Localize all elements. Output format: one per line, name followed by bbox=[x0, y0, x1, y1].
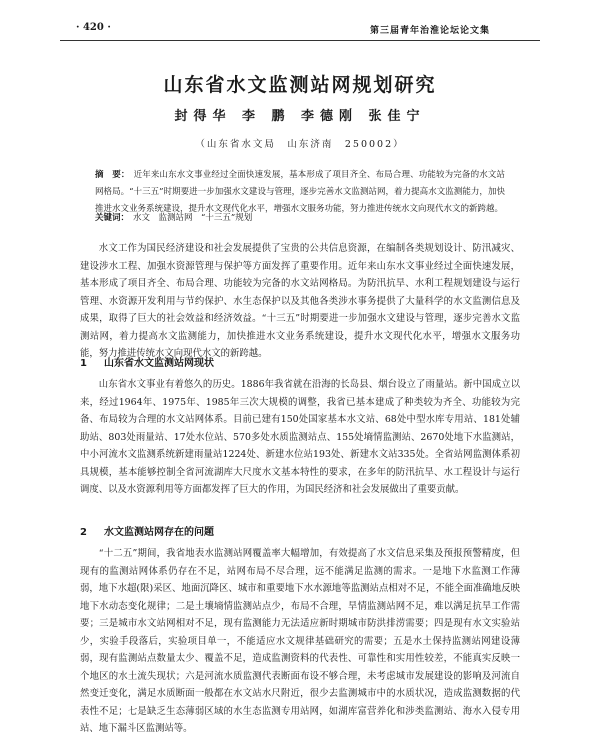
section-1-heading bbox=[80, 354, 214, 369]
header-rule bbox=[60, 40, 540, 41]
page-number: · 420 · bbox=[76, 22, 111, 33]
section-2-heading bbox=[80, 523, 214, 538]
author-list: 封得华 李 鹏 李德刚 张佳宁 bbox=[174, 109, 426, 124]
paper-title: 山东省水文监测站网规划研究 bbox=[163, 74, 437, 96]
abstract-text: 近年来山东水文事业经过全面快速发展，基本形成了项目齐全、布局合理、功能较为完备的水文站网格局。“十三五”时期要进一步加强水文建设与管理，逐步完善水文监测站网，着力提高水文监测能力，加快推进水文业务系统建设，提升水文现代化水平，增强水文服务功能，努力推进传统水文向现代水文的新跨越。 bbox=[95, 170, 505, 214]
intro-paragraph: 水文工作为国民经济建设和社会发展提供了宝贵的公共信息资源，在编制各类规划设计、防汛减灾、建设涉水工程、加强水资源管理与保护等方面发挥了重要作用。近年来山东水文事业经过全面快速发展，基本形成了项目齐全、布局合理、功能较为完备的水文站网格局。为防汛抗旱、水利工程规划建设与运行管理、水资源开发利用与节约保护、水生态保护以及其他各类涉水事务提供了大量科学的水文监测信息及成果，取得了巨大的社会效益和经济效益。“十三五”时期要进一步加强水文建设与管理，逐步完善水文监测站网，着力提高水文监测能力，加快推进水文业务系统建设，提升水文现代化水平，增强水文服务功能，努力推进传统水文向现代水文的新跨越。 bbox=[80, 243, 520, 359]
keywords-label: 关键词： bbox=[95, 213, 130, 223]
journal-title: 第三届青年治淮论坛论文集 bbox=[369, 26, 490, 36]
section-1-title: 山东省水文监测站网现状 bbox=[104, 358, 214, 369]
keywords-text: 水文 监测站网 “十三五”规划 bbox=[133, 213, 253, 223]
abstract-label: 摘 要： bbox=[95, 170, 130, 180]
running-header bbox=[60, 22, 540, 38]
section-2-title: 水文监测站网存在的问题 bbox=[104, 527, 214, 538]
section-2-paragraph: “十二五”期间，我省地表水监测站网覆盖率大幅增加，有效提高了水文信息采集及预报预警精度，但现有的监测站网体系仍存在不足，站网布局不尽合理，远不能满足监测的需求。一是地下水监测工作薄弱，地下水超(限)采区、地面沉降区、城市和重要地下水水源地等监测站点相对不足，不能全面准确地反映地下水动态变化规律；二是土壤墒情监测站点少，布局不合理，旱情监测站网不足，难以满足抗旱工作需要；三是城市水文站网相对不足，现有监测能力无法适应新时期城市防洪排涝需要；四是现有水文实验站少，实验手段落后，实验项目单一，不能适应水文规律基础研究的需要；五是水土保持监测站网建设薄弱，现有监测站点数量太少、覆盖不足，造成监测资料的代表性、可靠性和实用性较差，不能真实反映一个地区的水土流失现状；六是河流水质监测代表断面布设不够合理，未考虑城市发展建设的影响及河流自然变迁变化，满足水质断面一般都在水文站水尺附近，很少去监测城市中的水质状况，造成监测数据的代表性不足；七是缺乏生态薄弱区域的水生态监测专用站网，如湖库富营养化和涉类监测站、海水入侵专用站、地下漏斗区监测站等。 bbox=[80, 548, 520, 734]
section-1-number: 1 bbox=[80, 358, 87, 369]
affiliation: （山东省水文局 山东济南 250002） bbox=[195, 139, 405, 150]
keywords bbox=[95, 211, 505, 225]
section-2-number: 2 bbox=[80, 527, 87, 538]
section-1-paragraph: 山东省水文事业有着悠久的历史。1886年我省就在沿海的长岛县、烟台设立了雨量站。新中国成立以来，经过1964年、1975年、1985年三次大规模的调整，我省已基本建成了种类较为齐全、功能较为完备、布局较为合理的水文站网体系。目前已建有150处国家基本水文站、68处中型水库专用站、181处辅助站、803处雨量站、17处水位站、570多处水质监测站点、155处墒情监测站、2670处地下水监测站，中小河流水文监测系统新建雨量站1224处、新建水位站193处、新建水文站335处。全省站网监测体系初具规模，基本能够控制全省河流湖库大尺度水文基本特性的要求，在多年的防汛抗旱、水工程设计与运行调度、以及水资源利用等方面都发挥了巨大的作用，为国民经济和社会发展做出了重要贡献。 bbox=[80, 379, 520, 495]
